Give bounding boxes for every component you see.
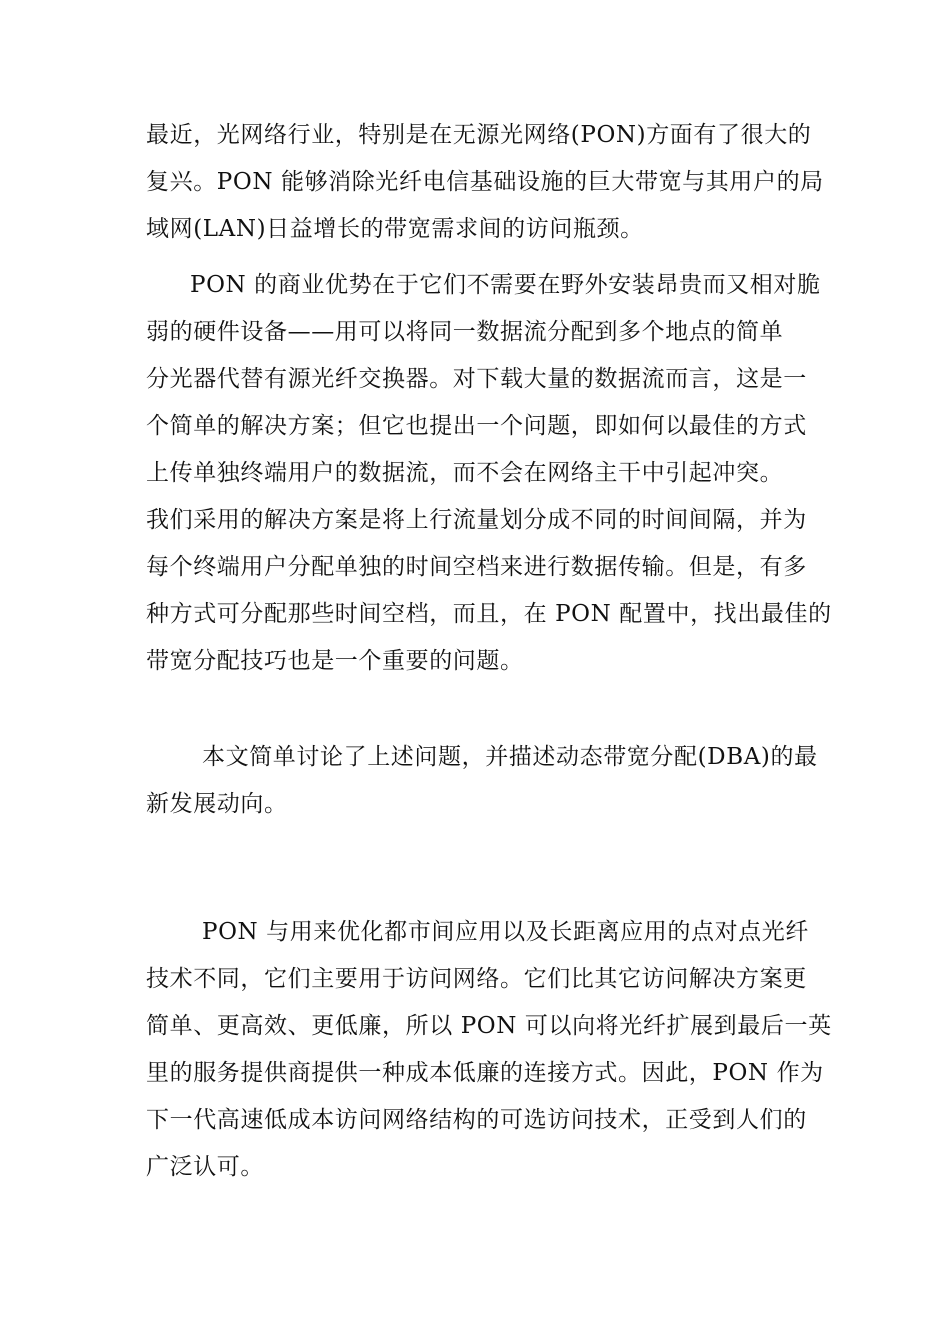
text-line: PON 与用来优化都市间应用以及长距离应用的点对点光纤	[202, 919, 809, 945]
text-line: 里的服务提供商提供一种成本低廉的连接方式。因此，PON 作为	[146, 1060, 824, 1086]
text-line: 分光器代替有源光纤交换器。对下载大量的数据流而言，这是一	[146, 366, 807, 392]
text-line: 种方式可分配那些时间空档，而且，在 PON 配置中，找出最佳的	[146, 601, 832, 627]
paragraph-pon-business-advantage	[146, 262, 832, 685]
text-line: 弱的硬件设备——用可以将同一数据流分配到多个地点的简单	[146, 319, 784, 345]
text-line: 本文简单讨论了上述问题，并描述动态带宽分配(DBA)的最	[202, 744, 818, 770]
paragraph-dba-summary	[146, 734, 818, 828]
text-line: 技术不同，它们主要用于访问网络。它们比其它访问解决方案更	[146, 966, 807, 992]
text-line: 复兴。PON 能够消除光纤电信基础设施的巨大带宽与其用户的局	[146, 169, 824, 195]
text-line: 简单、更高效、更低廉，所以 PON 可以向将光纤扩展到最后一英	[146, 1013, 832, 1039]
text-line: 上传单独终端用户的数据流，而不会在网络主干中引起冲突。	[146, 460, 784, 486]
text-line: 新发展动向。	[146, 791, 288, 817]
text-line: 个简单的解决方案；但它也提出一个问题，即如何以最佳的方式	[146, 413, 807, 439]
text-line: 最近，光网络行业，特别是在无源光网络(PON)方面有了很大的	[146, 122, 812, 148]
text-line: 下一代高速低成本访问网络结构的可选访问技术，正受到人们的	[146, 1107, 807, 1133]
paragraph-pon-comparison	[146, 909, 832, 1191]
text-line: PON 的商业优势在于它们不需要在野外安装昂贵而又相对脆	[190, 272, 821, 298]
text-line: 每个终端用户分配单独的时间空档来进行数据传输。但是，有多	[146, 554, 807, 580]
text-line: 域网(LAN)日益增长的带宽需求间的访问瓶颈。	[146, 216, 644, 242]
text-line: 带宽分配技巧也是一个重要的问题。	[146, 648, 524, 674]
paragraph-pon-revival	[146, 112, 824, 253]
text-line: 广泛认可。	[146, 1154, 264, 1180]
text-line: 我们采用的解决方案是将上行流量划分成不同的时间间隔，并为	[146, 507, 807, 533]
